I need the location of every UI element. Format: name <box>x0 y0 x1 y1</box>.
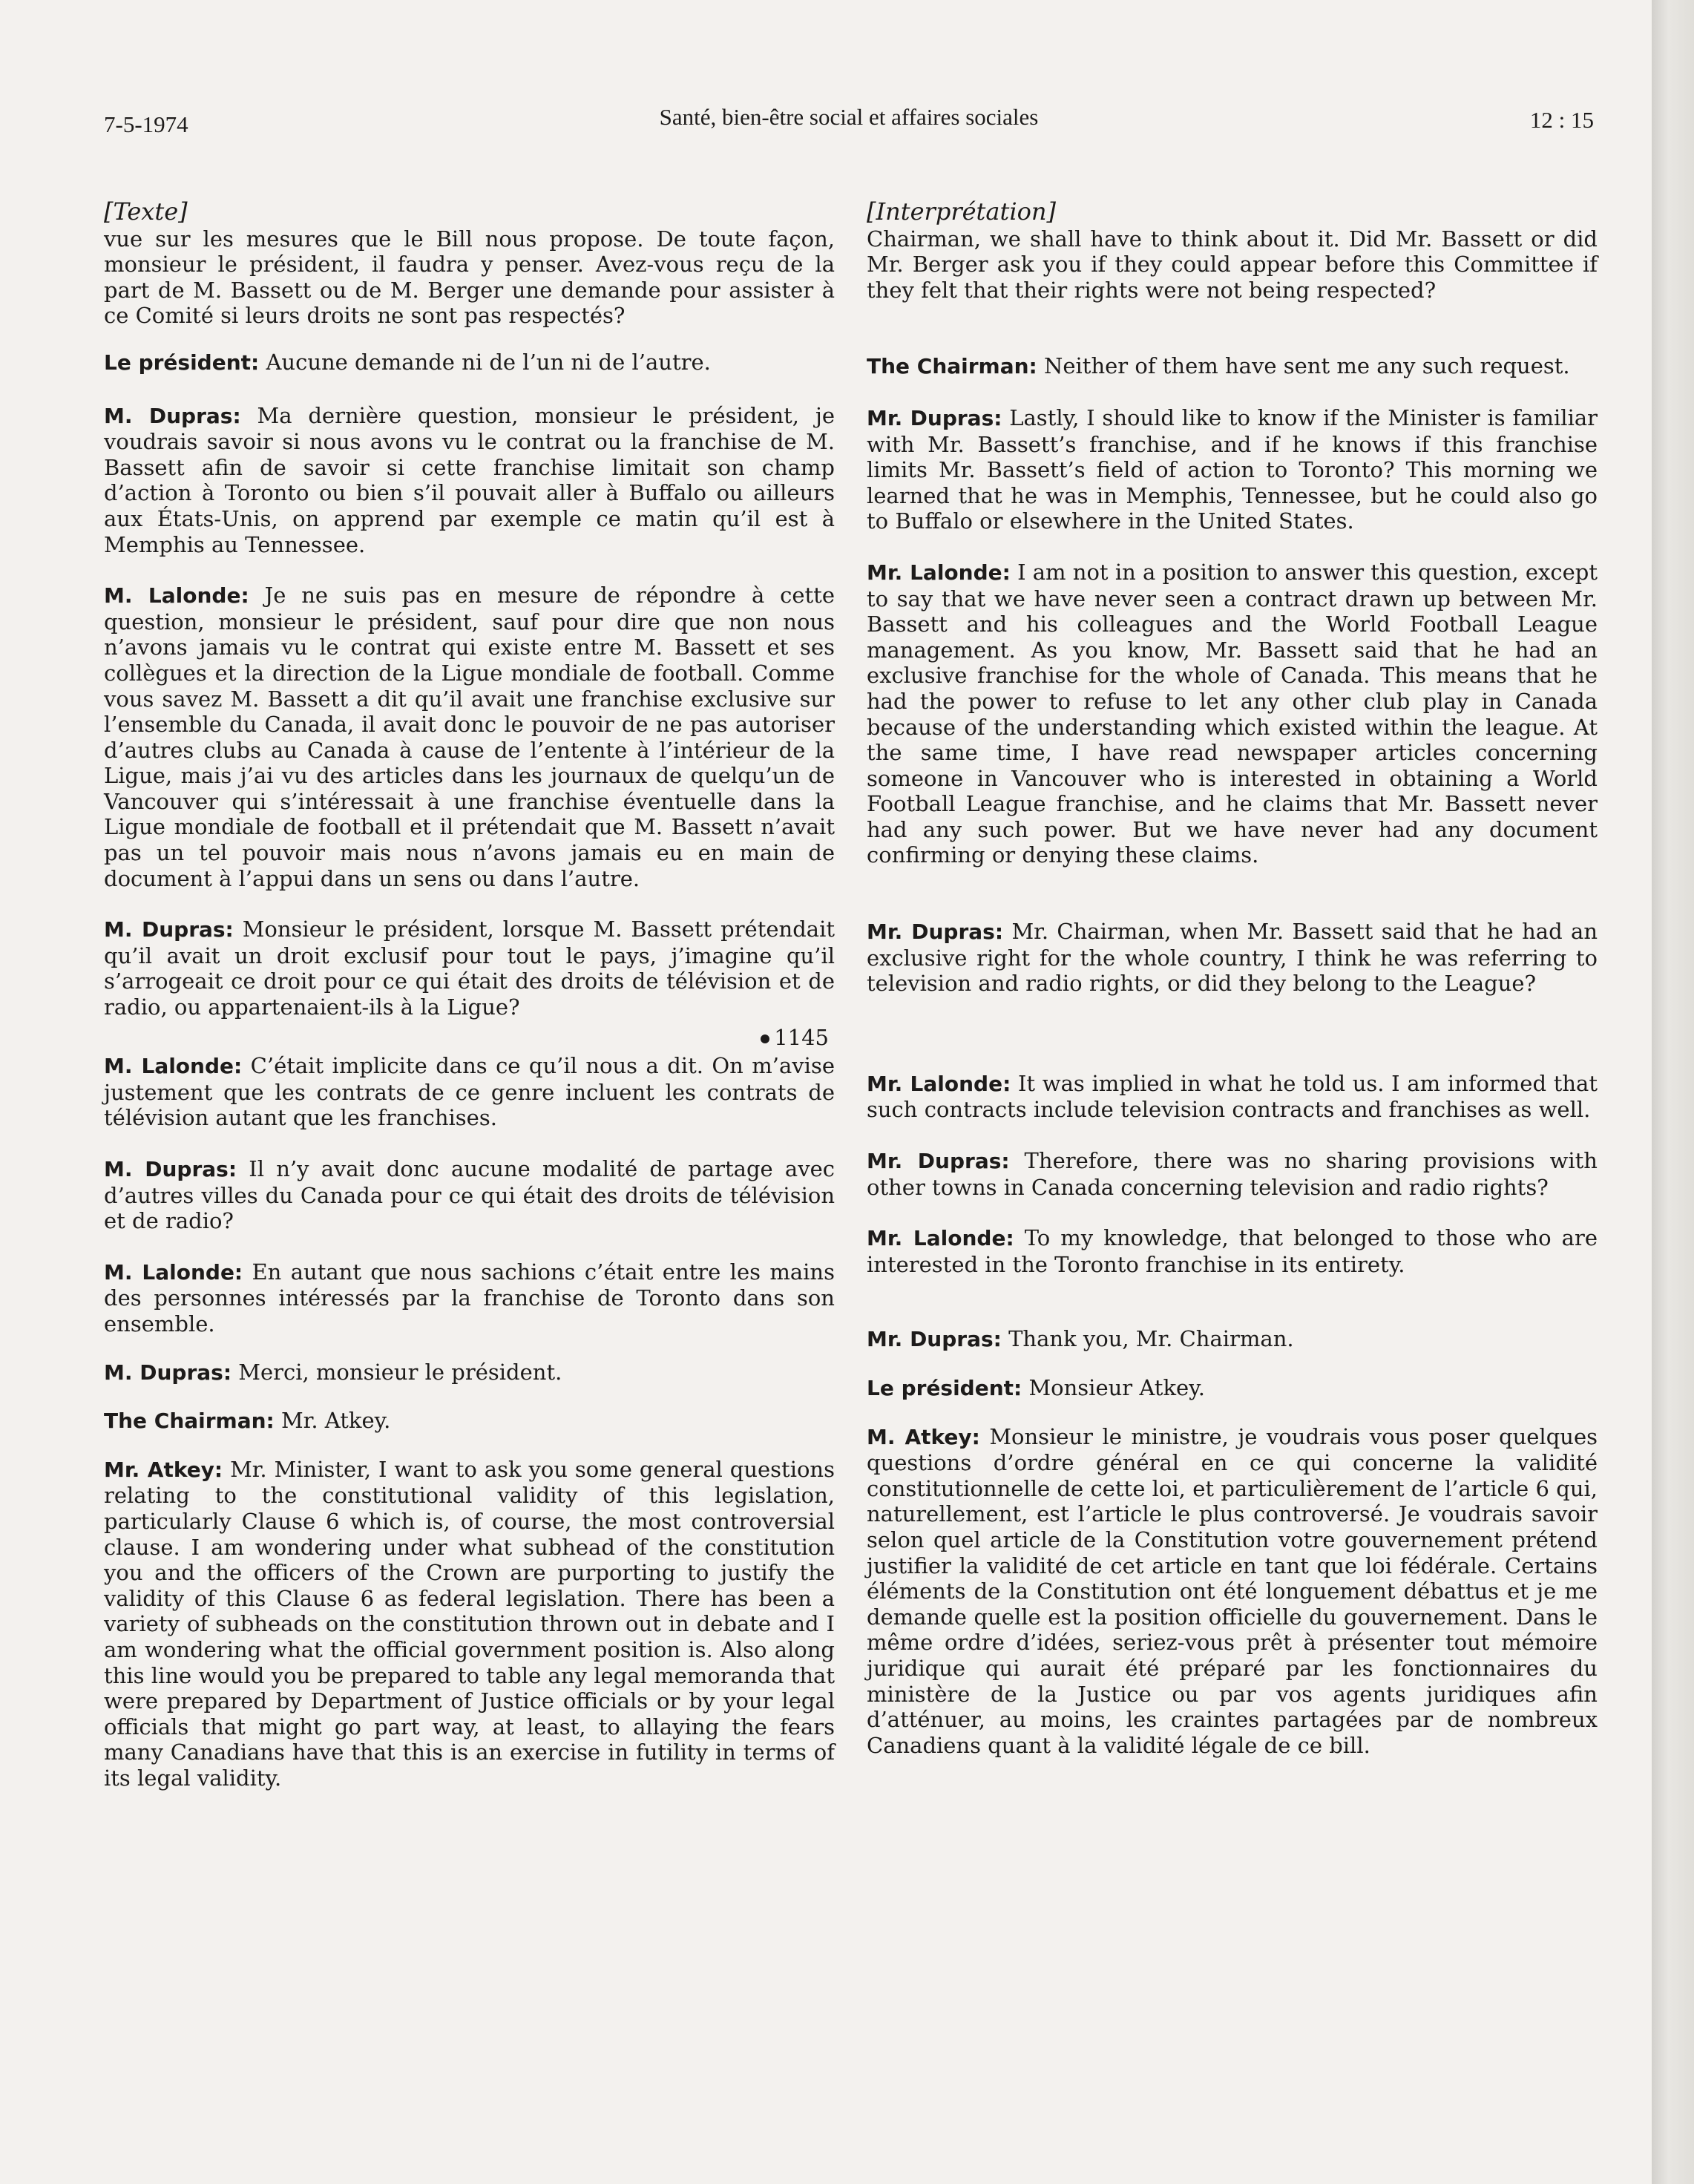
speaker-name: Mr. Atkey: <box>104 1457 223 1482</box>
right-paragraph-8: Mr. Dupras: Thank you, Mr. Chairman. <box>867 1326 1294 1352</box>
speaker-name: Mr. Dupras: <box>867 405 1002 430</box>
right-paragraph-3: Mr. Lalonde: I am not in a position to answer this question, except to say that we have never seen a contract drawn up between Mr. Bassett and his colleagues and the World Football League management. As you know, Mr. Bassett said that he had an exclusive franchise for the whole of Canada. This means that he had the power to refuse to let any other club play in Canada because of the understanding which existed within the league. At the same time, I have read newspaper articles concerning someone in Vancouver who is interested in obtaining a World Football League franchise, and he claims that Mr. Bassett never had any such power. But we have never had any document confirming or denying these claims. <box>867 559 1598 868</box>
page-edge-shadow <box>1652 0 1694 2184</box>
left-paragraph-4: M. Dupras: Monsieur le président, lorsque M. Bassett prétendait qu’il avait un droit exclusif pour tout le pays, j’imagine qu’il s’arrogeait ce droit pour ce qui était des droits de télévision et de radio, ou appartenaient-ils à la Ligue? <box>104 916 835 1020</box>
right-paragraph-2: Mr. Dupras: Lastly, I should like to know if the Minister is familiar with Mr. Bassett’s franchise, and if he knows if this franchise limits Mr. Bassett’s field of action to Toronto? This morning we learned that he was in Memphis, Tennessee, but he could also go to Buffalo or elsewhere in the United States. <box>867 404 1598 534</box>
page-header <box>104 104 1594 148</box>
speaker-name: Mr. Lalonde: <box>867 1226 1014 1251</box>
right-column-tag: [Interprétation] <box>867 197 1056 226</box>
speaker-name: The Chairman: <box>867 354 1037 379</box>
right-paragraph-5: Mr. Lalonde: It was implied in what he told us. I am informed that such contracts include television contracts and franchises as well. <box>867 1070 1598 1123</box>
right-paragraph-1: The Chairman: Neither of them have sent me any such request. <box>867 353 1570 379</box>
header-date: 7-5-1974 <box>104 111 188 137</box>
speaker-name: M. Lalonde: <box>104 1054 243 1079</box>
speaker-name: Mr. Dupras: <box>867 1149 1010 1174</box>
right-paragraph-9: Le président: Monsieur Atkey. <box>867 1375 1205 1400</box>
speaker-name: The Chairman: <box>104 1409 275 1434</box>
left-paragraph-5: M. Lalonde: C’était implicite dans ce qu’il nous a dit. On m’avise justement que les contrats de ce genre incluent les contrats de télévision autant que les franchises. <box>104 1053 835 1131</box>
bullet-icon <box>761 1034 769 1043</box>
speaker-name: M. Dupras: <box>104 1360 232 1385</box>
right-paragraph-0: Chairman, we shall have to think about it. Did Mr. Bassett or did Mr. Berger ask you if they could appear before this Committee if they felt that their rights were not being respected? <box>867 226 1598 303</box>
speaker-name: Mr. Dupras: <box>867 1327 1002 1352</box>
header-title: Santé, bien-être social et affaires sociales <box>659 104 1039 130</box>
left-paragraph-7: M. Lalonde: En autant que nous sachions c’était entre les mains des personnes intéressés par la franchise de Toronto dans son ensemble. <box>104 1259 835 1337</box>
right-column-english <box>867 199 1598 1758</box>
speaker-name: M. Lalonde: <box>104 1259 243 1285</box>
left-paragraph-10: Mr. Atkey: Mr. Minister, I want to ask you some general questions relating to the constitutional validity of this legislation, particularly Clause 6 which is, of course, the most controversial clause. I am wondering under what subhead of the constitution you and the officers of the Crown are purporting to justify the validity of this Clause 6 as federal legislation. There has been a variety of subheads on the constitution thrown out in debate and I am wondering what the official government position is. Also along this line would you be prepared to table any legal memoranda that were prepared by Department of Justice officials or by your legal officials that might go part way, at least, to allaying the fears many Canadians have that this is an exercise in futility in terms of its legal validity. <box>104 1456 835 1791</box>
speaker-name: Mr. Dupras: <box>867 919 1004 945</box>
speaker-name: Mr. Lalonde: <box>867 560 1011 585</box>
left-paragraph-8: M. Dupras: Merci, monsieur le président. <box>104 1359 562 1385</box>
left-paragraph-3: M. Lalonde: Je ne suis pas en mesure de répondre à cette question, monsieur le président, sauf pour dire que non nous n’avons jamais vu le contrat qui existe entre M. Bassett et ses collègues et la direction de la Ligue mondiale de football. Comme vous savez M. Bassett a dit qu’il avait une franchise exclusive sur l’ensemble du Canada, il avait donc le pouvoir de ne pas autoriser d’autres clubs au Canada à cause de l’entente à l’intérieur de la Ligue, mais j’ai vu des articles dans les journaux de quelqu’un de Vancouver qui s’intéressait à une franchise éventuelle dans la Ligue mondiale de football et il prétendait que M. Bassett n’avait pas un tel pouvoir mais nous n’avons jamais eu en main de document à l’appui dans un sens ou dans l’autre. <box>104 583 835 891</box>
speaker-name: M. Dupras: <box>104 1157 237 1181</box>
left-column-tag: [Texte] <box>104 197 188 226</box>
left-paragraph-9: The Chairman: Mr. Atkey. <box>104 1408 391 1434</box>
left-column-french <box>104 199 835 1791</box>
speaker-name: Le président: <box>104 350 260 375</box>
header-page-number: 12 : 15 <box>1529 107 1594 133</box>
speaker-name: Mr. Lalonde: <box>867 1071 1011 1096</box>
right-paragraph-4: Mr. Dupras: Mr. Chairman, when Mr. Bassett said that he had an exclusive right for the whole country, I think he was referring to television and radio rights, or did they belong to the League? <box>867 919 1598 997</box>
left-paragraph-2: M. Dupras: Ma dernière question, monsieur le président, je voudrais savoir si nous avons vu le contrat ou la franchise de M. Bassett afin de savoir si cette franchise limitait son champ d’action à Toronto ou bien s’il pouvait aller à Buffalo ou ailleurs aux États-Unis, on apprend par exemple ce matin qu’il est à Memphis au Tennessee. <box>104 402 835 557</box>
speaker-name: Le président: <box>867 1376 1022 1400</box>
left-paragraph-0: vue sur les mesures que le Bill nous propose. De toute façon, monsieur le président, il faudra y penser. Avez-vous reçu de la part de M. Bassett ou de M. Berger une demande pour assister à ce Comité si leurs droits ne sont pas respectés? <box>104 226 835 329</box>
speaker-name: M. Dupras: <box>104 403 241 428</box>
left-paragraph-6: M. Dupras: Il n’y avait donc aucune modalité de partage avec d’autres villes du Canada pour ce qui était des droits de télévision et de radio? <box>104 1156 835 1234</box>
speaker-name: M. Dupras: <box>104 917 234 942</box>
speaker-name: M. Lalonde: <box>104 583 249 609</box>
right-paragraph-10: M. Atkey: Monsieur le ministre, je voudrais vous poser quelques questions d’ordre général en ce qui concerne la validité constitutionnelle de cette loi, et particulièrement de l’article 6 qui, naturellement, est l’article le plus controversé. Je voudrais savoir selon quel article de la Constitution votre gouvernement prétend justifier la validité de cet article en tant que loi fédérale. Certains éléments de la Constitution ont été longuement débattus et je me demande quelle est la position officielle du gouvernement. Dans le même ordre d’idées, seriez-vous prêt à présenter tout mémoire juridique qui aurait été préparé par les fonctionnaires du ministère de la Justice ou par vos agents juridiques afin d’atténuer, au moins, les craintes partagées par de nombreux Canadiens quant à la validité légale de ce bill. <box>867 1423 1598 1758</box>
time-marker: 1145 <box>104 1025 829 1051</box>
left-paragraph-1: Le président: Aucune demande ni de l’un ni de l’autre. <box>104 349 711 375</box>
right-paragraph-7: Mr. Lalonde: To my knowledge, that belonged to those who are interested in the Toronto franchise in its entirety. <box>867 1225 1598 1277</box>
speaker-name: M. Atkey: <box>867 1424 980 1449</box>
right-paragraph-6: Mr. Dupras: Therefore, there was no sharing provisions with other towns in Canada concerning television and radio rights? <box>867 1148 1598 1200</box>
